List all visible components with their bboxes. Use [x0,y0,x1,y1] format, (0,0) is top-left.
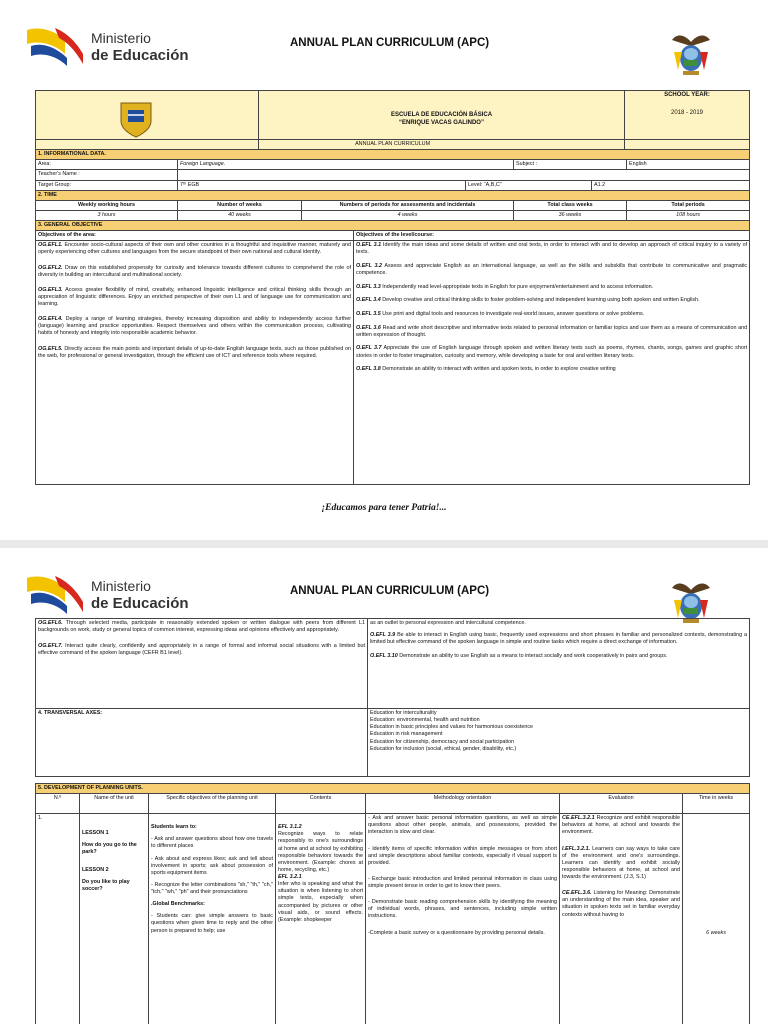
objective-level-item: O.EFL 3.4 Develop creative and critical thinking skills to foster problem-solving and independent learning using both spoken and written English. [356,297,700,304]
objective-area-item: OG.EFL1. Encounter socio-cultural aspects of their own and other countries in a thoughtful and inquisitive manner, maturely and openly experiencing other cultures and languages from the secure standpoint of their own national and cultural identity. [38,242,351,256]
methodology-item: - Identify items of specific information within simple messages or from short and simple descriptions about familiar contexts, especially if visual support is provided. [368,845,557,866]
document-title: ANNUAL PLAN CURRICULUM (APC) [290,37,490,49]
ministerio-logo [25,572,195,616]
page-two [0,548,768,1024]
unit-name-cell [80,814,149,1024]
teacher-value [178,170,750,180]
objectives-level-cell [354,241,750,485]
transversal-item: Education in risk management [370,731,443,738]
benchmarks-title: .Global Benchmarks: [151,901,205,908]
objectives-level-header: Objectives of the level/course: [354,231,750,241]
unit-name-item: Do you like to play soccer? [82,878,130,892]
unit-methodology-cell [366,814,560,1024]
objectives-area-cell [36,241,354,485]
objective-level-continuation: as an outlet to personal expression and intercultural competence. [370,620,526,626]
unit-contents-cell [276,814,366,1024]
time-value-periods: 4 weeks [302,210,514,220]
objective-level-item: O.EFL 3.5 Use print and digital tools and resources to investigate real-world issues, answer questions or solve problems. [356,311,645,317]
content-text: Recognize ways to relate responsibly to one's surroundings at home and at school by exhibiting responsible behaviors towards the environment. (Example: chores at home, recycling, etc.) [278,831,363,873]
unit-name-item: LESSON 2 [82,866,109,873]
objective-area-item: OG.EFL3. Access greater flexibility of mind, creativity, enhanced linguistic intelligence and critical thinking skills through an appreciation of linguistic differences. Enjoy an enriched perspective of their own L1 and of language use for communication and learning. [38,286,351,307]
subject-label: Subject : [514,160,627,170]
unit-evaluation-cell [560,814,683,1024]
unit-weeks-cell: 6 weeks [683,814,750,1024]
objective-level-item: O.EFL 3.10 Demonstrate an ability to use English as a means to interact socially and work cooperatively in pairs and groups. [370,653,668,660]
logo-line-2: de Educación [91,595,189,612]
objective-level-item: O.EFL 3.6 Read and write short descriptive and informative texts related to personal information or familiar topics and use them as a means of communication and written expression of thought. [356,324,748,338]
level-value: A1.2 [592,180,750,190]
units-header-name: Name of the unit [80,794,149,814]
objectives-title: Students learn to: [151,824,197,831]
time-value-weeks: 40 weeks [178,210,302,220]
evaluation-item: CE.EFL.3.6. Listening for Meaning: Demonstrate an understanding of the main idea, speaker and situation in spoken texts set in familiar everyday contexts without having to [562,890,680,918]
objectives-area-header: Objectives of the area: [36,231,354,241]
objectives-continued-table [35,618,750,777]
logo-line-1: Ministerio [91,578,151,594]
transversal-item: Education in basic principles and values for harmonious coexistence [370,724,534,731]
plan-main-table [35,139,750,485]
objective-item: - Recognize the letter combinations "sh," "th," "ch," "tch," "wh," "ph" and their pronunciations [151,881,273,895]
objective-level-item: O.EFL 3.7 Appreciate the use of English language through spoken and written literary texts such as poems, rhymes, chants, songs, games and graphic short stories in order to foster imagination, curiosity and memory, while developing a taste for oral and written literary texts. [356,345,748,359]
objective-item: - Ask and answer questions about how one travels to different places [151,836,273,850]
objective-level-item: O.EFL 3.3 Independently read level-appropriate texts in English for pure enjoyment/entertainment and to access information. [356,283,654,290]
transversal-item: Education: environmental, health and nutrition [370,717,480,724]
unit-name-item: How do you go to the park? [82,842,137,856]
transversal-item: Education for interculturality [370,710,437,716]
methodology-item: -Complete a basic survey or a questionnaire by providing personal details. [368,929,545,936]
objectives-area-cell [36,619,368,709]
logo-line-1: Ministerio [91,30,151,46]
target-label: Target Group: [36,180,178,190]
table-row [36,814,750,1024]
ministry-flag-icon [25,24,87,68]
unit-number: 1. [36,814,80,1024]
teacher-label: Teacher's Name : [36,170,178,180]
objective-level-item: O.EFL 3.2 Assess and appreciate English as an international language, as well as the skills and subskills that contribute to communicative and pragmatic competence. [356,263,748,277]
units-header-weeks: Time in weeks [683,794,750,814]
time-value-class-weeks: 36 weeks [514,210,627,220]
objectives-level-cell [368,619,750,709]
transversal-item: Education for citizenship, democracy and social participation [370,738,515,745]
unit-name-item: LESSON 1 [82,830,109,837]
area-label: Area: [36,160,178,170]
logo-line-2: de Educación [91,47,189,64]
time-header-weeks: Number of weeks [178,200,302,210]
time-header-periods: Numbers of periods for assessments and incidentals [302,200,514,210]
footer-motto: ¡Educamos para tener Patria!... [321,503,447,513]
objective-area-item: OG.EFL7. Interact quite clearly, confidently and appropriately in a range of formal and informal social situations with a limited but effective command of the spoken language (CEFR B1 level). [38,643,365,657]
evaluation-item: CE.EFL.3.2.1 Recognize and exhibit responsible behaviors at home, at school and towards the environment. [562,815,680,836]
coat-of-arms-icon [668,30,714,78]
transversal-label: 4. TRANSVERSAL AXES: [36,709,368,777]
content-code: EFL 3.2.1 [278,874,302,880]
objective-area-item: OG.EFL5. Directly access the main points and important details of up-to-date English language texts, such as those published on the web, for professional or general investigation, through the efficient use of ICT and reference tools where required. [38,345,351,359]
page-separator [0,540,768,548]
time-header-weekly: Weekly working hours [36,200,178,210]
objective-item: - Ask about and express likes; ask and tell about involvement in sports; ask about possession of sports equipment items [151,855,273,876]
time-value-total-periods: 108 hours [627,210,750,220]
document-title: ANNUAL PLAN CURRICULUM (APC) [290,585,490,597]
school-crest-icon [116,99,156,139]
area-value: Foreign Language. [178,160,514,170]
informational-section-label: 1. INFORMATIONAL DATA. [36,150,750,160]
ministry-flag-icon [25,572,87,616]
time-value-weekly: 3 hours [36,210,178,220]
target-value: 7ᵗʰ EGB [178,180,466,190]
units-header-methodology: Methodology orientation [366,794,560,814]
ministerio-logo [25,24,195,68]
unit-objectives-cell [149,814,276,1024]
objective-area-item: OG.EFL6. Through selected media, participate in reasonably extended spoken or written dialogue with peers from different L1 backgrounds on work, study or general topics of common interest, expressing ideas and opinions effectively and appropriately. [38,620,365,634]
objective-area-item: OG.EFL2. Draw on this established propensity for curiosity and tolerance towards different cultures to comprehend the role of diversity in building an intercultural and multinational society. [38,264,351,278]
level-label: Level: “A,B,C” [466,180,592,190]
transversal-list [368,709,750,777]
objective-area-item: OG.EFL4. Deploy a range of learning strategies, thereby increasing disposition and ability to independently access further (language) learning and practice opportunities. Respect themselves and others within the communication process, cultivating habits of honesty and integrity into responsible academic behavior. [38,316,351,337]
subject-value: English [627,160,750,170]
planning-units-table [35,783,750,1024]
school-name-line-2: “ENRIQUE VACAS GALINDO” [399,120,484,126]
plan-label: ANNUAL PLAN CURRICULUM [36,140,750,150]
school-year-value: 2018 - 2019 [670,109,704,116]
units-section-label: 5. DEVELOPMENT OF PLANNING UNITS. [36,784,750,794]
units-header-contents: Contents [276,794,366,814]
time-header-class-weeks: Total class weeks [514,200,627,210]
time-header-total-periods: Total periods [627,200,750,210]
benchmarks-text: - Students can: give simple answers to basic questions when given time to reply and the other person is prepared to help; use [151,913,273,934]
evaluation-item: I.EFL.3.2.1. Learners can say ways to take care of the environment and one's surroundings. Learners can identify and exhibit socially responsible behaviors at home, at school and towards the environment. (J.3, S.1) [562,845,680,880]
content-text: Infer who is speaking and what the situation is when listening to short simple texts, especially when accompanied by pictures or other visual aids, or sound effects. (Example: shopkeeper [278,881,363,923]
methodology-item: - Demonstrate basic reading comprehension skills by identifying the meaning of individual words, phrases, and sentences, including simple written instructions. [368,899,557,920]
objective-section-label: 3. GENERAL OBJECTIVE [36,221,750,231]
transversal-item: Education for inclusion (social, ethical, gender, disability, etc.) [370,745,517,752]
content-code: EFL 3.1.2 [278,824,302,831]
methodology-item: - Ask and answer basic personal information questions, as well as simple questions about other people, animals, and possessions, provided the interaction is slow and clear. [368,815,557,836]
page-header [0,0,768,86]
objective-level-item: O.EFL 3.9 Be able to interact in English using basic, frequently used expressions and short phrases in familiar and personalized contexts, demonstrating a limited but effective command of the spoken language in simple and routine tasks which require a direct exchange of information. [370,632,747,646]
units-header-evaluation: Evaluation [560,794,683,814]
objective-level-item: O.EFL 3.1 Identify the main ideas and some details of written and oral texts, in order to interact with and to develop an approach of critical inquiry to a variety of texts. [356,242,748,256]
units-header-objectives: Specific objectives of the planning unit [149,794,276,814]
objective-level-item: O.EFL 3.8 Demonstrate an ability to interact with written and spoken texts, in order to explore creative writing [356,366,616,373]
units-header-number: N.º [36,794,80,814]
methodology-item: - Exchange basic introduction and limited personal information in class using simple present tense in order to get to know their peers. [368,875,557,889]
school-year-label: SCHOOL YEAR: [664,92,710,98]
time-section-label: 2. TIME [36,190,750,200]
school-name-line-1: ESCUELA DE EDUCACIÓN BÁSICA [390,112,493,119]
